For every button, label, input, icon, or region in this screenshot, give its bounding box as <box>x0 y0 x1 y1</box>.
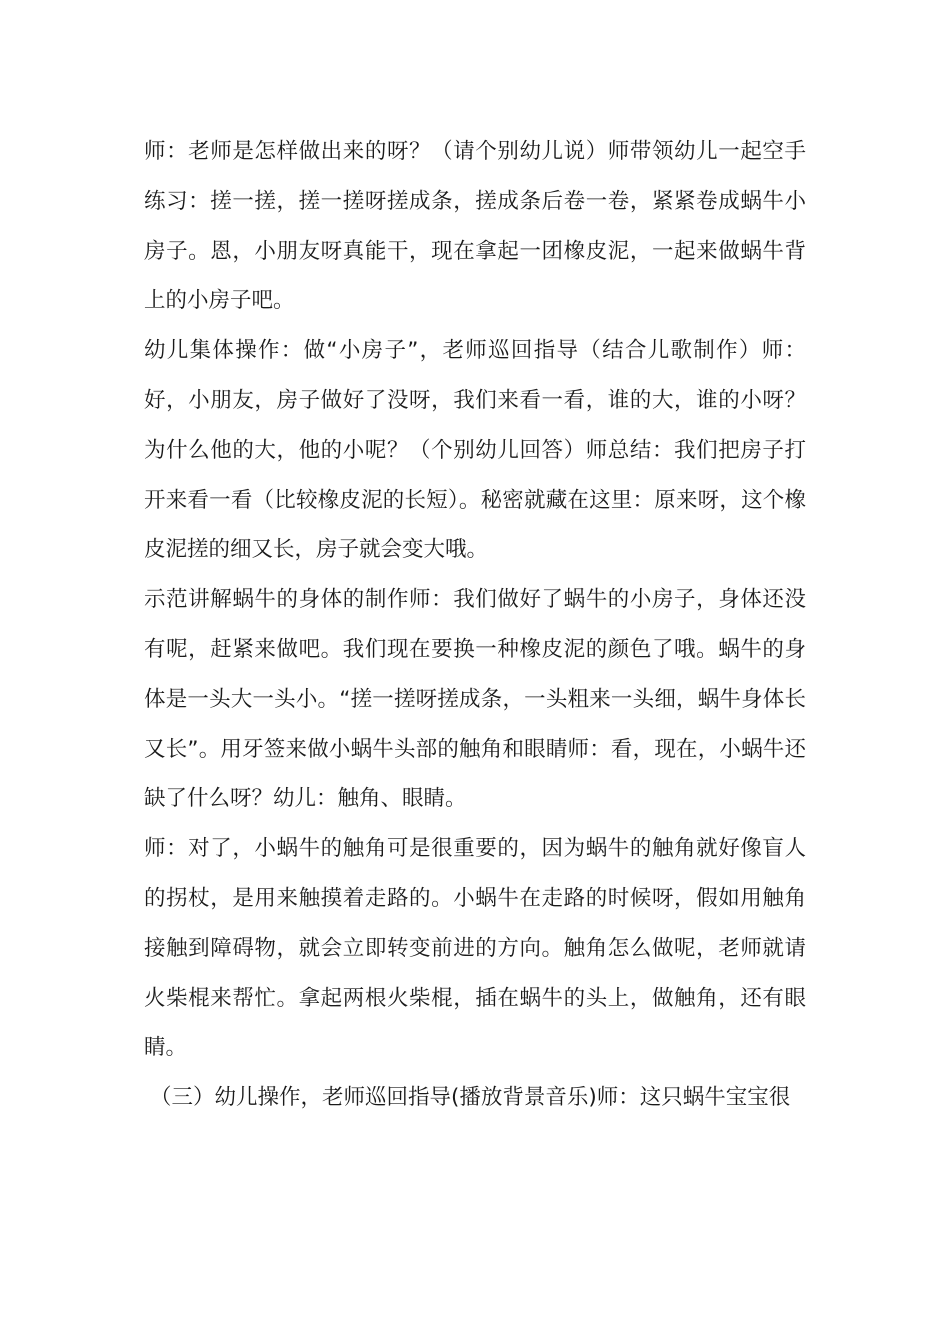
paragraph-snail-antennae: 师：对了，小蜗牛的触角可是很重要的，因为蜗牛的触角就好像盲人的拐杖，是用来触摸着走路的。小蜗牛在走路的时候呀，假如用触角接触到障碍物，就会立即转变前进的方向。触角怎么做呢，老师就请火柴棍来帮忙。拿起两根火柴棍，插在蜗牛的头上，做触角，还有眼睛。 <box>144 836 806 1061</box>
paragraph-teacher-question: 师：老师是怎样做出来的呀？（请个别幼儿说）师带领幼儿一起空手练习：搓一搓，搓一搓呀搓成条，搓成条后卷一卷，紧紧卷成蜗牛小房子。恩，小朋友呀真能干，现在拿起一团橡皮泥，一起来做蜗牛背上的小房子吧。 <box>144 139 806 314</box>
paragraph-group-activity: 幼儿集体操作：做“小房子”，老师巡回指导（结合儿歌制作）师：好，小朋友，房子做好了没呀，我们来看一看，谁的大，谁的小呀？为什么他的大，他的小呢？（个别幼儿回答）师总结：我们把房子打开来看一看（比较橡皮泥的长短）。秘密就藏在这里：原来呀，这个橡皮泥搓的细又长，房子就会变大哦。 <box>144 338 806 563</box>
document-body <box>144 127 806 1123</box>
paragraph-section-three: （三）幼儿操作，老师巡回指导(播放背景音乐)师：这只蜗牛宝宝很 <box>150 1085 791 1111</box>
paragraph-snail-body-demo: 示范讲解蜗牛的身体的制作师：我们做好了蜗牛的小房子，身体还没有呢，赶紧来做吧。我们现在要换一种橡皮泥的颜色了哦。蜗牛的身体是一头大一头小。“搓一搓呀搓成条，一头粗来一头细，蜗牛身体长又长”。用牙签来做小蜗牛头部的触角和眼睛师：看，现在，小蜗牛还缺了什么呀？幼儿：触角、眼睛。 <box>144 587 806 812</box>
